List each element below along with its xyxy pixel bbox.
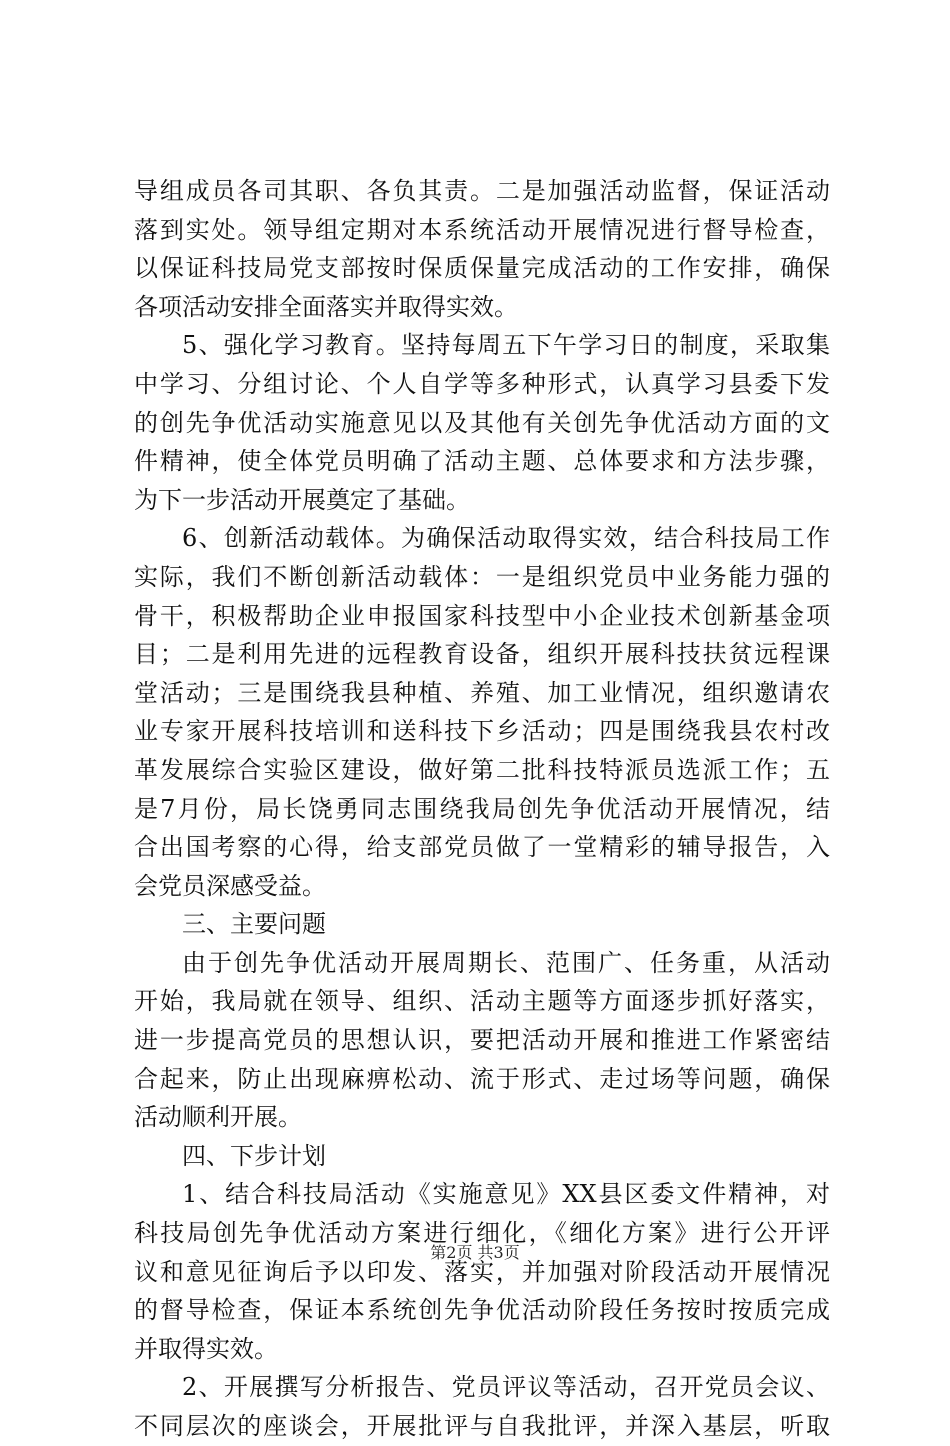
- text-line: 进一步提高党员的思想认识，要把活动开展和推进工作紧密结: [134, 1026, 830, 1055]
- text-line: 活动顺利开展。: [134, 1103, 302, 1132]
- text-line: 中学习、分组讨论、个人自学等多种形式，认真学习县委下发: [134, 369, 830, 398]
- text-line: 2、开展撰写分析报告、党员评议等活动，召开党员会议、: [182, 1373, 830, 1402]
- text-line: 落到实处。领导组定期对本系统活动开展情况进行督导检查，: [134, 215, 830, 244]
- text-line: 以保证科技局党支部按时保质保量完成活动的工作安排，确保: [134, 254, 830, 283]
- text-line: 合起来，防止出现麻痹松动、流于形式、走过场等问题，确保: [134, 1064, 830, 1093]
- text-line: 堂活动；三是围绕我县种植、养殖、加工业情况，组织邀请农: [134, 678, 830, 707]
- text-line: 三、主要问题: [182, 910, 326, 939]
- text-line: 议和意见征询后予以印发、落实，并加强对阶段活动开展情况: [134, 1257, 830, 1286]
- text-line: 是7月份，局长饶勇同志围绕我局创先争优活动开展情况，结: [134, 794, 830, 823]
- text-line: 6、创新活动载体。为确保活动取得实效，结合科技局工作: [182, 524, 830, 553]
- text-line: 为下一步活动开展奠定了基础。: [134, 485, 470, 514]
- text-line: 的创先争优活动实施意见以及其他有关创先争优活动方面的文: [134, 408, 830, 437]
- text-line: 5、强化学习教育。坚持每周五下午学习日的制度，采取集: [182, 331, 830, 360]
- text-line: 合出国考察的心得，给支部党员做了一堂精彩的辅导报告，入: [134, 833, 830, 862]
- text-line: 的督导检查，保证本系统创先争优活动阶段任务按时按质完成: [134, 1296, 830, 1325]
- text-line: 四、下步计划: [182, 1141, 326, 1170]
- text-line: 不同层次的座谈会，开展批评与自我批评，并深入基层，听取: [134, 1412, 830, 1440]
- text-line: 目；二是利用先进的远程教育设备，组织开展科技扶贫远程课: [134, 640, 830, 669]
- text-line: 件精神，使全体党员明确了活动主题、总体要求和方法步骤，: [134, 447, 830, 476]
- text-line: 骨干，积极帮助企业申报国家科技型中小企业技术创新基金项: [134, 601, 830, 630]
- text-line: 业专家开展科技培训和送科技下乡活动；四是围绕我县农村改: [134, 717, 830, 746]
- text-line: 并取得实效。: [134, 1334, 278, 1363]
- text-line: 各项活动安排全面落实并取得实效。: [134, 292, 518, 321]
- text-line: 导组成员各司其职、各负其责。二是加强活动监督，保证活动: [134, 177, 830, 205]
- text-line: 会党员深感受益。: [134, 871, 326, 900]
- text-line: 由于创先争优活动开展周期长、范围广、任务重，从活动: [182, 948, 830, 977]
- text-line: 实际，我们不断创新活动载体：一是组织党员中业务能力强的: [134, 562, 830, 591]
- text-line: 1、结合科技局活动《实施意见》XX县区委文件精神，对: [182, 1180, 830, 1209]
- text-line: 科技局创先争优活动方案进行细化，《细化方案》进行公开评: [134, 1219, 830, 1248]
- text-line: 开始，我局就在领导、组织、活动主题等方面逐步抓好落实，: [134, 987, 830, 1016]
- text-line: 革发展综合实验区建设，做好第二批科技特派员选派工作；五: [134, 755, 830, 784]
- page-footer: 第2页 共3页: [430, 1243, 520, 1262]
